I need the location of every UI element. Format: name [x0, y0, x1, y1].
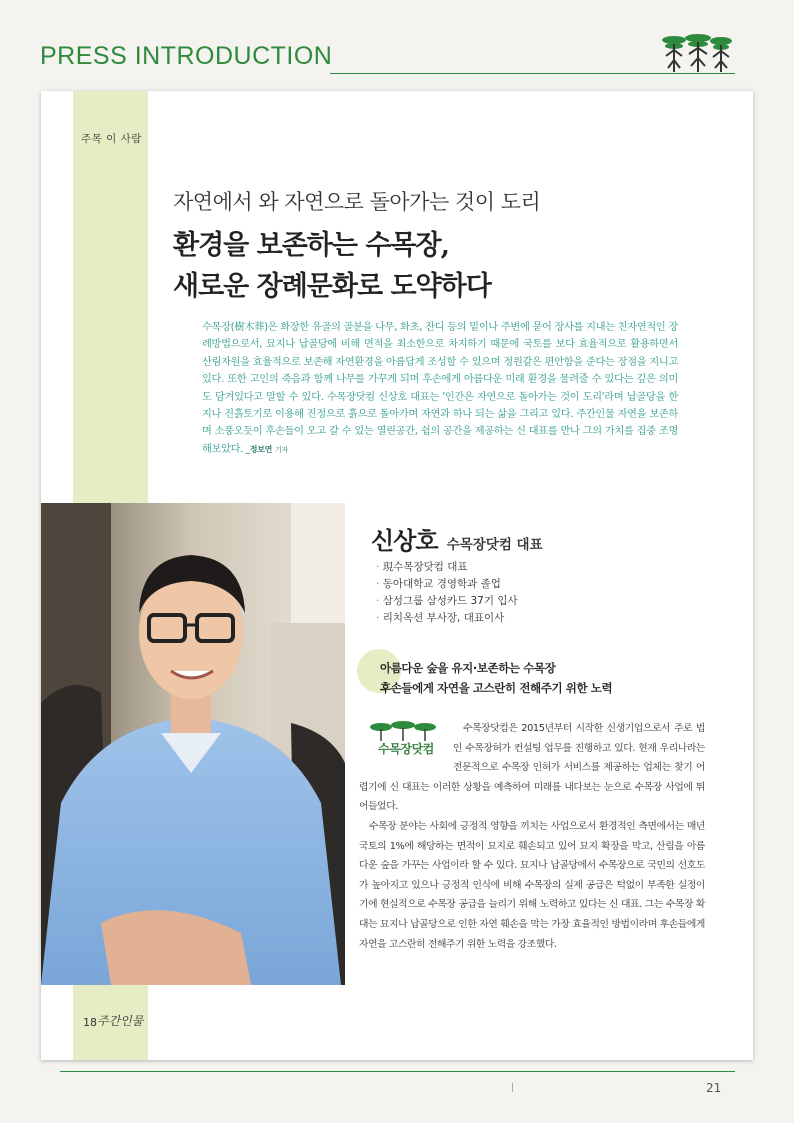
magazine-page	[41, 91, 753, 1060]
portrait-photo	[41, 503, 345, 985]
logo-text: 수목장닷컴	[378, 742, 434, 756]
byline-role: 기자	[275, 445, 288, 454]
lead-paragraph	[202, 319, 678, 459]
right-page-number: 21	[706, 1081, 722, 1095]
press-introduction-title: PRESS INTRODUCTION	[40, 42, 333, 70]
article-headline	[173, 225, 491, 307]
career-item: · 동아대학교 경영학과 졸업	[376, 576, 518, 593]
body-text	[359, 719, 705, 954]
sumokjang-logo	[367, 719, 445, 757]
career-item: · 現수목장닷컴 대표	[376, 559, 518, 576]
career-item: · 리치옥션 부사장, 대표이사	[376, 610, 518, 627]
left-page-number: 18	[83, 1016, 97, 1029]
lead-text: 수목장(樹木葬)은 화장한 유골의 골분을 나무, 화초, 잔디 등의 밑이나 주변에 묻어 장사를 지내는 친자연적인 장례방법으로서, 묘지나 납골당에 비해 면적을 최소한으로 차지하기 때문에 국토를 보다 효율적으로 활용하면서 산림자원을 효율적으로 보존해 자연환경을 아름답게 조성할 수 있으며 정원같은 편안함을 준다는 장점을 지니고 있다. 또한 고인의 죽음과 함께 나무를 가꾸게 되며 후손에게 아름다운 미래 환경을 물려줄 수 있다는 깊은 의미도 담겨있다고 말할 수 있다. 수목장닷컴 신상호 대표는 '인간은 자연으로 돌아가는 것이 도리'라며 납골당을 한지나 진흙토기로 이용해 진정으로 흙으로 돌아가며 자연과 하나 되는 삶을 그리고 있다. 주간인물 자연을 보존하며 소풍오듯이 후손들이 오고 갈 수 있는 열린공간, 쉼의 공간을 제공하는 신 대표를 만나 그의 가치를 집중 조명해보았다.	[202, 322, 678, 455]
callout-heading	[380, 659, 612, 698]
profile-name-block	[371, 521, 543, 556]
callout-line-1: 아름다운 숲을 유지·보존하는 수목장	[380, 661, 556, 675]
article-subtitle: 자연에서 와 자연으로 돌아가는 것이 도리	[173, 190, 541, 214]
byline-name: _정보연	[246, 444, 273, 454]
profile-name: 신상호	[371, 527, 438, 555]
body-paragraph-2: 수목장 분야는 사회에 긍정적 영향을 끼치는 사업으로서 환경적인 측면에서는 매년 국토의 1%에 해당하는 면적이 묘지로 훼손되고 있어 묘지 확장을 막고, 산림을 아름다운 숲을 가꾸는 사업이라 할 수 있다. 묘지나 납골당에서 수목장으로 국민의 선호도가 높아지고 있으나 긍정적 인식에 비해 수목장의 실제 공급은 턱없이 부족한 실정이기에 현실적으로 수목장 공급을 늘리기 위해 노력하고 있다는 신 대표. 그는 수목장 확대는 묘지나 납골당으로 인한 자연 훼손을 막는 가장 효율적인 방법이라며 후손들에게 자연을 고스란히 전해주기 위한 노력을 강조했다.	[359, 820, 705, 950]
footer-tick	[512, 1083, 513, 1092]
magazine-logo: 주간인물	[97, 1014, 144, 1028]
callout-line-2: 후손들에게 자연을 고스란히 전해주기 위한 노력	[380, 680, 613, 695]
career-item: · 삼성그룹 삼성카드 37기 입사	[376, 593, 518, 610]
footer-divider	[60, 1071, 735, 1072]
headline-line-2: 새로운 장례문화로 도약하다	[173, 271, 491, 302]
profile-title: 수목장닷컴 대표	[446, 537, 543, 553]
body-paragraph-1: 수목장닷컴은 2015년부터 시작한 신생기업으로서 주로 법인 수목장허가 컨설팅 업무를 진행하고 있다. 현재 우리나라는 전문적으로 수목장 인허가 서비스를 제공하는 업체는 찾기 어렵기에 신 대표는 이러한 상황을 예측하여 미래를 내다보는 눈으로 수목장 사업에 뛰어들었다.	[359, 723, 705, 813]
forest-trees-icon	[660, 30, 734, 74]
section-tag: 주목 이 사람	[81, 133, 142, 145]
career-list	[376, 559, 518, 627]
headline-line-1: 환경을 보존하는 수목장,	[173, 230, 450, 261]
